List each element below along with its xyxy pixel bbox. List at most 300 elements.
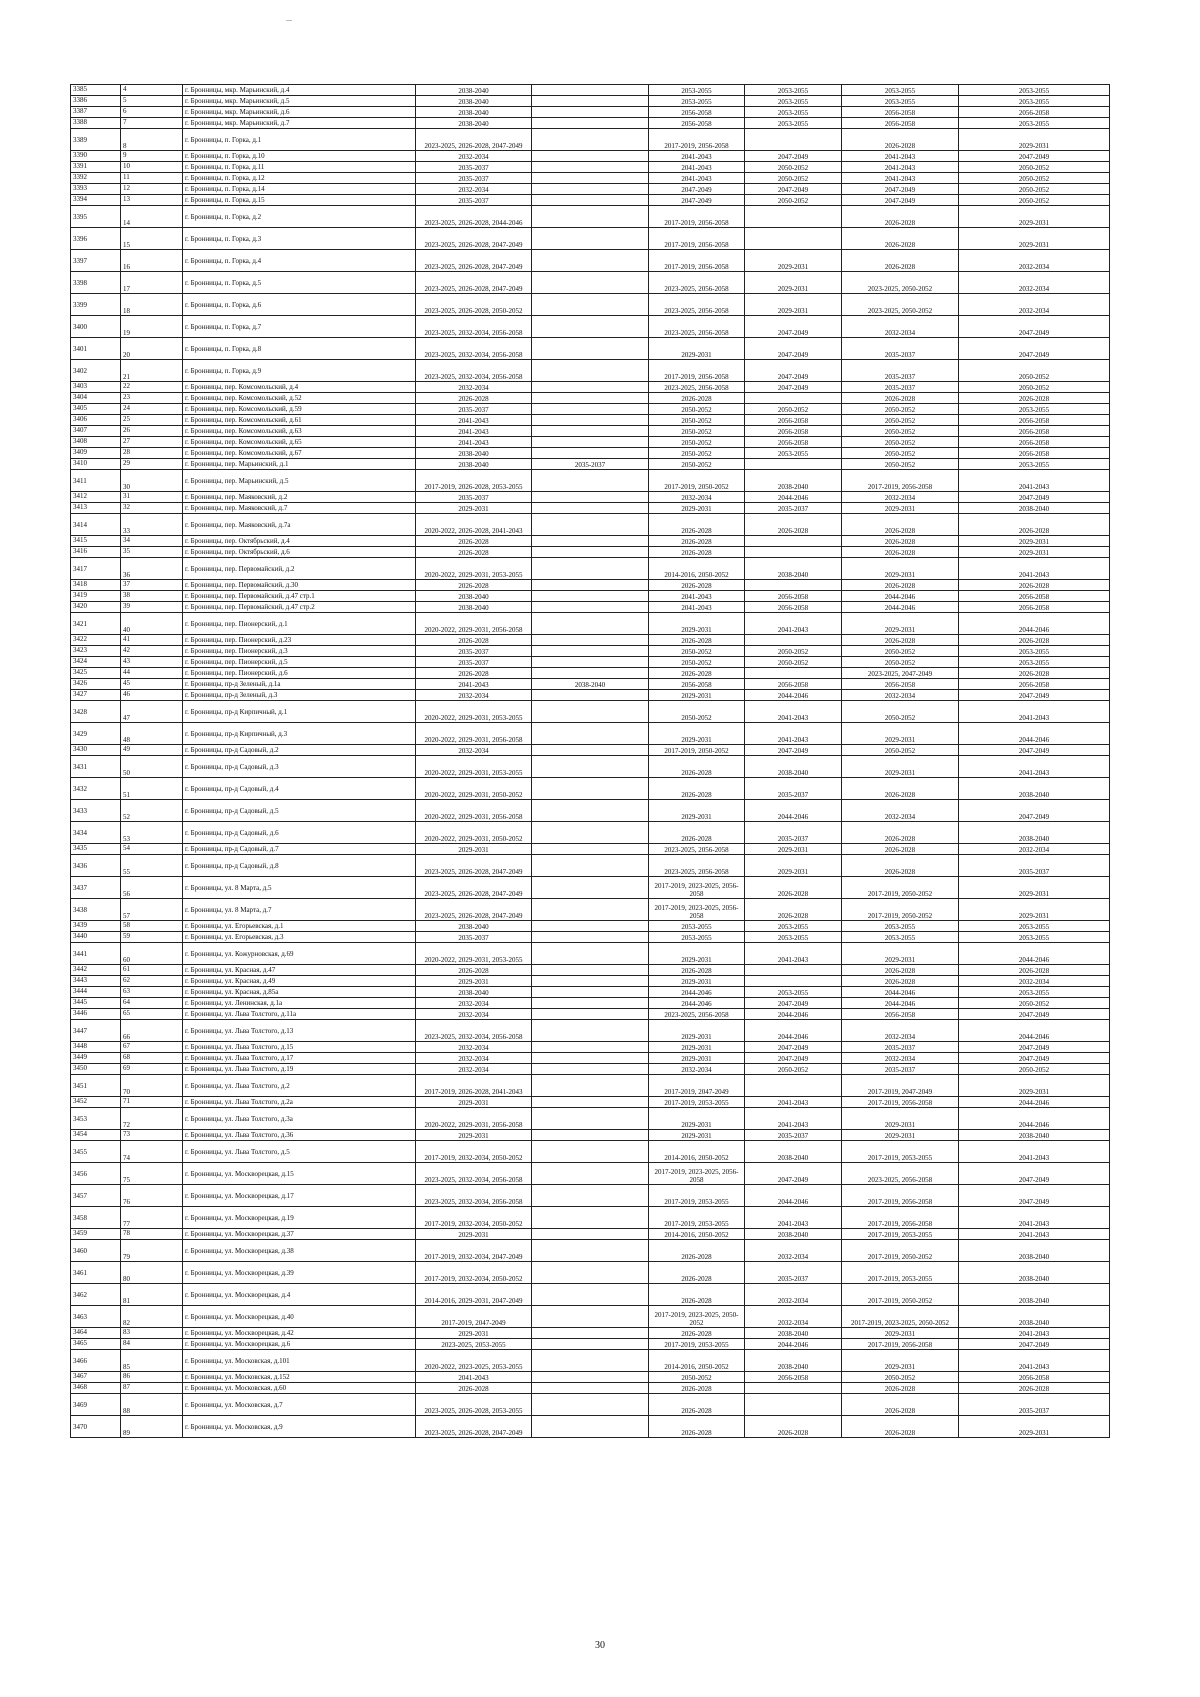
period-cell: 2056-2058 bbox=[745, 437, 842, 448]
period-cell: 2038-2040 bbox=[959, 778, 1110, 800]
period-cell: 2017-2019, 2050-2052 bbox=[842, 1284, 959, 1306]
period-cell: 2050-2052 bbox=[959, 162, 1110, 173]
row-id-cell: 3459 bbox=[71, 1229, 121, 1240]
period-cell bbox=[532, 1053, 649, 1064]
period-cell: 2029-2031 bbox=[959, 228, 1110, 250]
address-cell: г. Бронницы, п. Горка, д.3 bbox=[183, 228, 416, 250]
row-id-cell: 3388 bbox=[71, 118, 121, 129]
period-cell: 2026-2028 bbox=[649, 822, 745, 844]
address-cell: г. Бронницы, ул. Москворецкая, д.40 bbox=[183, 1306, 416, 1328]
period-cell: 2032-2034 bbox=[416, 690, 532, 701]
period-cell: 2047-2049 bbox=[649, 195, 745, 206]
table-row bbox=[71, 129, 1110, 151]
period-cell: 2053-2055 bbox=[745, 448, 842, 459]
period-cell: 2020-2022, 2029-2031, 2056-2058 bbox=[416, 1108, 532, 1130]
row-id-cell: 3465 bbox=[71, 1339, 121, 1350]
period-cell bbox=[532, 668, 649, 679]
period-cell bbox=[745, 580, 842, 591]
period-cell: 2035-2037 bbox=[745, 503, 842, 514]
period-cell: 2053-2055 bbox=[649, 85, 745, 96]
row-id-cell: 3385 bbox=[71, 85, 121, 96]
row-number-cell: 30 bbox=[121, 470, 183, 492]
address-cell: г. Бронницы, пер. Комсомольский, д.4 bbox=[183, 382, 416, 393]
period-cell: 2056-2058 bbox=[745, 1372, 842, 1383]
row-number-cell: 54 bbox=[121, 844, 183, 855]
period-cell: 2020-2022, 2023-2025, 2053-2055 bbox=[416, 1350, 532, 1372]
row-number-cell: 78 bbox=[121, 1229, 183, 1240]
row-id-cell: 3395 bbox=[71, 206, 121, 228]
period-cell bbox=[532, 316, 649, 338]
row-number-cell: 51 bbox=[121, 778, 183, 800]
table-row bbox=[71, 1372, 1110, 1383]
period-cell: 2017-2019, 2056-2058 bbox=[842, 470, 959, 492]
table-row bbox=[71, 1141, 1110, 1163]
period-cell: 2035-2037 bbox=[842, 1042, 959, 1053]
period-cell: 2023-2025, 2026-2028, 2047-2049 bbox=[416, 855, 532, 877]
period-cell: 2035-2037 bbox=[416, 646, 532, 657]
row-number-cell: 23 bbox=[121, 393, 183, 404]
row-number-cell: 55 bbox=[121, 855, 183, 877]
address-cell: г. Бронницы, пр-д Садовый, д.7 bbox=[183, 844, 416, 855]
table-row bbox=[71, 591, 1110, 602]
period-cell: 2041-2043 bbox=[745, 723, 842, 745]
table-row bbox=[71, 1328, 1110, 1339]
period-cell: 2029-2031 bbox=[416, 503, 532, 514]
row-number-cell: 52 bbox=[121, 800, 183, 822]
period-cell: 2017-2019, 2032-2034, 2050-2052 bbox=[416, 1141, 532, 1163]
period-cell: 2050-2052 bbox=[842, 437, 959, 448]
table-row bbox=[71, 536, 1110, 547]
row-number-cell: 14 bbox=[121, 206, 183, 228]
period-cell: 2017-2019, 2053-2055 bbox=[842, 1229, 959, 1240]
period-cell: 2017-2019, 2023-2025, 2050-2052 bbox=[842, 1306, 959, 1328]
period-cell: 2047-2049 bbox=[745, 1163, 842, 1185]
period-cell: 2047-2049 bbox=[745, 1042, 842, 1053]
period-cell: 2014-2016, 2050-2052 bbox=[649, 1350, 745, 1372]
row-id-cell: 3454 bbox=[71, 1130, 121, 1141]
period-cell: 2050-2052 bbox=[649, 404, 745, 415]
row-id-cell: 3456 bbox=[71, 1163, 121, 1185]
period-cell: 2026-2028 bbox=[649, 778, 745, 800]
period-cell: 2047-2049 bbox=[959, 745, 1110, 756]
row-id-cell: 3392 bbox=[71, 173, 121, 184]
row-number-cell: 18 bbox=[121, 294, 183, 316]
row-id-cell: 3422 bbox=[71, 635, 121, 646]
period-cell bbox=[532, 272, 649, 294]
period-cell: 2038-2040 bbox=[959, 1262, 1110, 1284]
period-cell: 2026-2028 bbox=[649, 393, 745, 404]
row-number-cell: 60 bbox=[121, 943, 183, 965]
table-row bbox=[71, 822, 1110, 844]
period-cell: 2023-2025, 2056-2058 bbox=[649, 855, 745, 877]
row-number-cell: 27 bbox=[121, 437, 183, 448]
period-cell: 2053-2055 bbox=[959, 118, 1110, 129]
period-cell: 2050-2052 bbox=[649, 415, 745, 426]
row-id-cell: 3470 bbox=[71, 1416, 121, 1438]
period-cell: 2026-2028 bbox=[416, 1383, 532, 1394]
address-cell: г. Бронницы, ул. Красная, д.85а bbox=[183, 987, 416, 998]
row-number-cell: 72 bbox=[121, 1108, 183, 1130]
period-cell: 2023-2025, 2026-2028, 2053-2055 bbox=[416, 1394, 532, 1416]
row-id-cell: 3408 bbox=[71, 437, 121, 448]
period-cell: 2023-2025, 2053-2055 bbox=[416, 1339, 532, 1350]
table-row bbox=[71, 855, 1110, 877]
table-row bbox=[71, 360, 1110, 382]
row-number-cell: 4 bbox=[121, 85, 183, 96]
row-number-cell: 15 bbox=[121, 228, 183, 250]
address-cell: г. Бронницы, п. Горка, д.1 bbox=[183, 129, 416, 151]
period-cell: 2035-2037 bbox=[842, 1064, 959, 1075]
period-cell: 2041-2043 bbox=[416, 426, 532, 437]
period-cell: 2026-2028 bbox=[842, 514, 959, 536]
period-cell: 2041-2043 bbox=[842, 151, 959, 162]
table-row bbox=[71, 294, 1110, 316]
period-cell: 2029-2031 bbox=[416, 844, 532, 855]
period-cell bbox=[745, 393, 842, 404]
period-cell: 2056-2058 bbox=[649, 118, 745, 129]
period-cell: 2029-2031 bbox=[842, 613, 959, 635]
period-cell: 2023-2025, 2032-2034, 2056-2058 bbox=[416, 1163, 532, 1185]
row-number-cell: 80 bbox=[121, 1262, 183, 1284]
page-number: 30 bbox=[595, 1640, 605, 1651]
address-cell: г. Бронницы, п. Горка, д.10 bbox=[183, 151, 416, 162]
period-cell: 2038-2040 bbox=[745, 1350, 842, 1372]
row-number-cell: 86 bbox=[121, 1372, 183, 1383]
address-cell: г. Бронницы, пер. Маяковский, д.7 bbox=[183, 503, 416, 514]
row-number-cell: 36 bbox=[121, 558, 183, 580]
period-cell: 2050-2052 bbox=[649, 646, 745, 657]
period-cell: 2026-2028 bbox=[959, 514, 1110, 536]
period-cell: 2026-2028 bbox=[416, 580, 532, 591]
period-cell bbox=[745, 1383, 842, 1394]
table-row bbox=[71, 514, 1110, 536]
period-cell bbox=[532, 404, 649, 415]
address-cell: г. Бронницы, пер. Комсомольский, д.59 bbox=[183, 404, 416, 415]
address-cell: г. Бронницы, пер. Комсомольский, д.52 bbox=[183, 393, 416, 404]
period-cell: 2038-2040 bbox=[745, 1141, 842, 1163]
period-cell: 2017-2019, 2047-2049 bbox=[649, 1075, 745, 1097]
period-cell: 2050-2052 bbox=[842, 1372, 959, 1383]
period-cell: 2026-2028 bbox=[649, 580, 745, 591]
table-row bbox=[71, 1064, 1110, 1075]
period-cell bbox=[532, 778, 649, 800]
row-id-cell: 3460 bbox=[71, 1240, 121, 1262]
period-cell: 2044-2046 bbox=[959, 613, 1110, 635]
row-id-cell: 3442 bbox=[71, 965, 121, 976]
period-cell: 2053-2055 bbox=[959, 657, 1110, 668]
period-cell: 2023-2025, 2026-2028, 2047-2049 bbox=[416, 899, 532, 921]
address-cell: г. Бронницы, пр-д Зеленый, д.3 bbox=[183, 690, 416, 701]
period-cell bbox=[532, 976, 649, 987]
period-cell: 2041-2043 bbox=[416, 1372, 532, 1383]
row-number-cell: 79 bbox=[121, 1240, 183, 1262]
period-cell: 2035-2037 bbox=[745, 778, 842, 800]
period-cell: 2023-2025, 2032-2034, 2056-2058 bbox=[416, 316, 532, 338]
table-row bbox=[71, 613, 1110, 635]
period-cell: 2047-2049 bbox=[745, 745, 842, 756]
period-cell: 2053-2055 bbox=[842, 932, 959, 943]
period-cell: 2032-2034 bbox=[416, 1009, 532, 1020]
row-id-cell: 3464 bbox=[71, 1328, 121, 1339]
row-id-cell: 3432 bbox=[71, 778, 121, 800]
row-number-cell: 42 bbox=[121, 646, 183, 657]
row-number-cell: 25 bbox=[121, 415, 183, 426]
row-number-cell: 21 bbox=[121, 360, 183, 382]
schedule-table bbox=[70, 84, 1110, 1438]
period-cell: 2038-2040 bbox=[959, 1284, 1110, 1306]
period-cell bbox=[532, 547, 649, 558]
row-number-cell: 88 bbox=[121, 1394, 183, 1416]
row-number-cell: 58 bbox=[121, 921, 183, 932]
period-cell: 2026-2028 bbox=[649, 547, 745, 558]
period-cell: 2026-2028 bbox=[745, 877, 842, 899]
period-cell: 2020-2022, 2029-2031, 2056-2058 bbox=[416, 800, 532, 822]
period-cell bbox=[532, 745, 649, 756]
period-cell: 2026-2028 bbox=[745, 1416, 842, 1438]
row-number-cell: 77 bbox=[121, 1207, 183, 1229]
period-cell: 2023-2025, 2026-2028, 2050-2052 bbox=[416, 294, 532, 316]
table-row bbox=[71, 668, 1110, 679]
period-cell: 2047-2049 bbox=[959, 1009, 1110, 1020]
period-cell: 2017-2019, 2053-2055 bbox=[649, 1185, 745, 1207]
table-row bbox=[71, 1020, 1110, 1042]
period-cell: 2026-2028 bbox=[649, 965, 745, 976]
address-cell: г. Бронницы, ул. Егорьевская, д.1 bbox=[183, 921, 416, 932]
table-row bbox=[71, 547, 1110, 558]
row-id-cell: 3393 bbox=[71, 184, 121, 195]
row-id-cell: 3430 bbox=[71, 745, 121, 756]
period-cell bbox=[532, 1306, 649, 1328]
row-id-cell: 3404 bbox=[71, 393, 121, 404]
row-id-cell: 3427 bbox=[71, 690, 121, 701]
period-cell: 2032-2034 bbox=[416, 151, 532, 162]
period-cell: 2020-2022, 2029-2031, 2050-2052 bbox=[416, 822, 532, 844]
period-cell: 2017-2019, 2056-2058 bbox=[842, 1097, 959, 1108]
period-cell: 2041-2043 bbox=[959, 1328, 1110, 1339]
period-cell: 2038-2040 bbox=[416, 921, 532, 932]
period-cell: 2029-2031 bbox=[842, 1130, 959, 1141]
period-cell: 2017-2019, 2053-2055 bbox=[649, 1339, 745, 1350]
period-cell: 2041-2043 bbox=[959, 1141, 1110, 1163]
address-cell: г. Бронницы, п. Горка, д.5 bbox=[183, 272, 416, 294]
period-cell bbox=[532, 1163, 649, 1185]
period-cell: 2041-2043 bbox=[959, 701, 1110, 723]
table-row bbox=[71, 1042, 1110, 1053]
row-id-cell: 3457 bbox=[71, 1185, 121, 1207]
period-cell bbox=[532, 173, 649, 184]
address-cell: г. Бронницы, п. Горка, д.11 bbox=[183, 162, 416, 173]
period-cell: 2041-2043 bbox=[416, 437, 532, 448]
row-number-cell: 63 bbox=[121, 987, 183, 998]
period-cell: 2032-2034 bbox=[649, 1064, 745, 1075]
period-cell bbox=[745, 459, 842, 470]
table-row bbox=[71, 250, 1110, 272]
period-cell: 2017-2019, 2023-2025, 2050-2052 bbox=[649, 1306, 745, 1328]
period-cell: 2023-2025, 2026-2028, 2047-2049 bbox=[416, 877, 532, 899]
period-cell: 2053-2055 bbox=[745, 921, 842, 932]
row-id-cell: 3415 bbox=[71, 536, 121, 547]
row-id-cell: 3406 bbox=[71, 415, 121, 426]
period-cell: 2017-2019, 2050-2052 bbox=[649, 470, 745, 492]
period-cell: 2032-2034 bbox=[416, 1064, 532, 1075]
period-cell: 2026-2028 bbox=[842, 976, 959, 987]
address-cell: г. Бронницы, мкр. Марьинский, д.7 bbox=[183, 118, 416, 129]
row-id-cell: 3403 bbox=[71, 382, 121, 393]
period-cell bbox=[532, 338, 649, 360]
period-cell: 2029-2031 bbox=[649, 943, 745, 965]
period-cell: 2053-2055 bbox=[959, 987, 1110, 998]
period-cell: 2035-2037 bbox=[532, 459, 649, 470]
period-cell: 2056-2058 bbox=[959, 602, 1110, 613]
period-cell bbox=[532, 492, 649, 503]
period-cell: 2044-2046 bbox=[745, 1020, 842, 1042]
table-row bbox=[71, 437, 1110, 448]
row-id-cell: 3467 bbox=[71, 1372, 121, 1383]
row-number-cell: 71 bbox=[121, 1097, 183, 1108]
row-number-cell: 67 bbox=[121, 1042, 183, 1053]
table-row bbox=[71, 338, 1110, 360]
period-cell: 2017-2019, 2032-2034, 2050-2052 bbox=[416, 1207, 532, 1229]
row-id-cell: 3386 bbox=[71, 96, 121, 107]
period-cell: 2047-2049 bbox=[745, 338, 842, 360]
period-cell bbox=[532, 1042, 649, 1053]
address-cell: г. Бронницы, ул. Московская, д.9 bbox=[183, 1416, 416, 1438]
table-row bbox=[71, 1108, 1110, 1130]
period-cell: 2017-2019, 2047-2049 bbox=[842, 1075, 959, 1097]
table-row bbox=[71, 558, 1110, 580]
period-cell: 2056-2058 bbox=[959, 415, 1110, 426]
address-cell: г. Бронницы, пр-д Садовый, д.5 bbox=[183, 800, 416, 822]
row-id-cell: 3429 bbox=[71, 723, 121, 745]
period-cell: 2056-2058 bbox=[959, 426, 1110, 437]
period-cell: 2035-2037 bbox=[416, 162, 532, 173]
period-cell: 2047-2049 bbox=[959, 1163, 1110, 1185]
period-cell: 2026-2028 bbox=[842, 206, 959, 228]
period-cell: 2047-2049 bbox=[842, 184, 959, 195]
table-row bbox=[71, 943, 1110, 965]
address-cell: г. Бронницы, ул. Льва Толстого, д.5 bbox=[183, 1141, 416, 1163]
period-cell: 2050-2052 bbox=[959, 1064, 1110, 1075]
row-number-cell: 41 bbox=[121, 635, 183, 646]
row-number-cell: 31 bbox=[121, 492, 183, 503]
period-cell: 2038-2040 bbox=[416, 987, 532, 998]
row-id-cell: 3441 bbox=[71, 943, 121, 965]
period-cell: 2014-2016, 2050-2052 bbox=[649, 1141, 745, 1163]
period-cell bbox=[532, 129, 649, 151]
address-cell: г. Бронницы, пер. Комсомольский, д.65 bbox=[183, 437, 416, 448]
period-cell: 2029-2031 bbox=[416, 1097, 532, 1108]
address-cell: г. Бронницы, пер. Комсомольский, д.61 bbox=[183, 415, 416, 426]
table-row bbox=[71, 800, 1110, 822]
period-cell: 2047-2049 bbox=[959, 800, 1110, 822]
address-cell: г. Бронницы, ул. Московская, д.152 bbox=[183, 1372, 416, 1383]
row-id-cell: 3428 bbox=[71, 701, 121, 723]
table-row bbox=[71, 85, 1110, 96]
row-id-cell: 3435 bbox=[71, 844, 121, 855]
address-cell: г. Бронницы, п. Горка, д.15 bbox=[183, 195, 416, 206]
row-id-cell: 3433 bbox=[71, 800, 121, 822]
period-cell: 2050-2052 bbox=[959, 998, 1110, 1009]
address-cell: г. Бронницы, пер. Октябрьский, д.4 bbox=[183, 536, 416, 547]
period-cell: 2023-2025, 2026-2028, 2044-2046 bbox=[416, 206, 532, 228]
table-row bbox=[71, 745, 1110, 756]
row-id-cell: 3411 bbox=[71, 470, 121, 492]
period-cell: 2050-2052 bbox=[842, 745, 959, 756]
period-cell: 2032-2034 bbox=[959, 976, 1110, 987]
address-cell: г. Бронницы, ул. Егорьевская, д.3 bbox=[183, 932, 416, 943]
period-cell: 2023-2025, 2050-2052 bbox=[842, 294, 959, 316]
period-cell bbox=[532, 591, 649, 602]
address-cell: г. Бронницы, п. Горка, д.2 bbox=[183, 206, 416, 228]
row-number-cell: 87 bbox=[121, 1383, 183, 1394]
period-cell: 2029-2031 bbox=[649, 338, 745, 360]
address-cell: г. Бронницы, ул. Москворецкая, д.19 bbox=[183, 1207, 416, 1229]
period-cell: 2026-2028 bbox=[842, 1416, 959, 1438]
period-cell bbox=[532, 294, 649, 316]
table-row bbox=[71, 1009, 1110, 1020]
table-row bbox=[71, 1262, 1110, 1284]
period-cell: 2032-2034 bbox=[959, 250, 1110, 272]
period-cell: 2056-2058 bbox=[745, 426, 842, 437]
address-cell: г. Бронницы, ул. Москворецкая, д.17 bbox=[183, 1185, 416, 1207]
period-cell: 2032-2034 bbox=[745, 1284, 842, 1306]
period-cell: 2029-2031 bbox=[649, 800, 745, 822]
period-cell: 2032-2034 bbox=[745, 1306, 842, 1328]
row-id-cell: 3450 bbox=[71, 1064, 121, 1075]
period-cell: 2029-2031 bbox=[745, 272, 842, 294]
period-cell: 2047-2049 bbox=[959, 492, 1110, 503]
period-cell bbox=[532, 756, 649, 778]
period-cell bbox=[532, 206, 649, 228]
period-cell: 2056-2058 bbox=[959, 1372, 1110, 1383]
period-cell: 2050-2052 bbox=[649, 448, 745, 459]
period-cell: 2050-2052 bbox=[649, 459, 745, 470]
period-cell: 2050-2052 bbox=[649, 426, 745, 437]
period-cell: 2044-2046 bbox=[745, 1339, 842, 1350]
row-id-cell: 3414 bbox=[71, 514, 121, 536]
period-cell: 2056-2058 bbox=[842, 118, 959, 129]
period-cell bbox=[745, 206, 842, 228]
address-cell: г. Бронницы, пр-д Садовый, д.2 bbox=[183, 745, 416, 756]
address-cell: г. Бронницы, ул. 8 Марта, д.5 bbox=[183, 877, 416, 899]
period-cell: 2053-2055 bbox=[842, 96, 959, 107]
period-cell: 2017-2019, 2056-2058 bbox=[842, 1339, 959, 1350]
row-number-cell: 48 bbox=[121, 723, 183, 745]
period-cell: 2026-2028 bbox=[842, 129, 959, 151]
period-cell: 2038-2040 bbox=[416, 107, 532, 118]
period-cell: 2044-2046 bbox=[959, 1108, 1110, 1130]
period-cell: 2032-2034 bbox=[416, 745, 532, 756]
table-row bbox=[71, 426, 1110, 437]
row-id-cell: 3399 bbox=[71, 294, 121, 316]
period-cell: 2023-2025, 2032-2034, 2056-2058 bbox=[416, 360, 532, 382]
address-cell: г. Бронницы, ул. Ленинская, д.1а bbox=[183, 998, 416, 1009]
address-cell: г. Бронницы, п. Горка, д.14 bbox=[183, 184, 416, 195]
period-cell: 2026-2028 bbox=[842, 855, 959, 877]
row-id-cell: 3434 bbox=[71, 822, 121, 844]
address-cell: г. Бронницы, ул. Москворецкая, д.39 bbox=[183, 1262, 416, 1284]
period-cell: 2020-2022, 2029-2031, 2053-2055 bbox=[416, 558, 532, 580]
table-row bbox=[71, 723, 1110, 745]
period-cell: 2041-2043 bbox=[959, 1229, 1110, 1240]
period-cell: 2017-2019, 2023-2025, 2056-2058 bbox=[649, 1163, 745, 1185]
row-id-cell: 3423 bbox=[71, 646, 121, 657]
period-cell: 2026-2028 bbox=[959, 668, 1110, 679]
period-cell: 2053-2055 bbox=[959, 459, 1110, 470]
period-cell: 2026-2028 bbox=[649, 1262, 745, 1284]
period-cell: 2035-2037 bbox=[842, 382, 959, 393]
period-cell: 2020-2022, 2029-2031, 2053-2055 bbox=[416, 756, 532, 778]
